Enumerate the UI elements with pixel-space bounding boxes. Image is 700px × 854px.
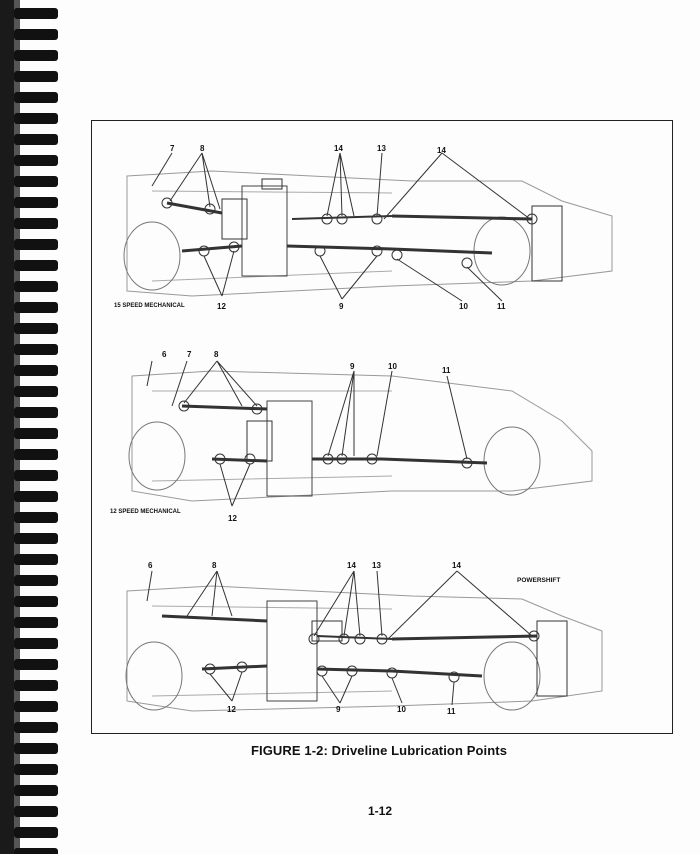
binding-coil: [14, 407, 58, 418]
binding-coil: [14, 701, 58, 712]
binding-coil: [14, 449, 58, 460]
callout-13: 13: [372, 561, 381, 570]
binding-coil: [14, 92, 58, 103]
binding-coil: [14, 323, 58, 334]
figure-frame: [91, 120, 673, 734]
driveline-diagram: [92, 121, 671, 732]
binding-coil: [14, 197, 58, 208]
binding-coil: [14, 596, 58, 607]
binding-coil: [14, 50, 58, 61]
panel-1-label: 15 SPEED MECHANICAL: [114, 303, 185, 309]
callout-10: 10: [459, 302, 468, 311]
binding-coil: [14, 386, 58, 397]
callout-7: 7: [170, 144, 175, 153]
binding-coil: [14, 281, 58, 292]
binding-coil: [14, 344, 58, 355]
callout-8: 8: [214, 350, 219, 359]
binding-coil: [14, 218, 58, 229]
spiral-binding: [0, 0, 70, 854]
callout-12: 12: [228, 514, 237, 523]
binding-coil: [14, 365, 58, 376]
callout-8: 8: [212, 561, 217, 570]
binding-coil: [14, 848, 58, 854]
callout-6: 6: [162, 350, 167, 359]
binding-coil: [14, 575, 58, 586]
binding-coil: [14, 428, 58, 439]
callout-7: 7: [187, 350, 192, 359]
callout-6: 6: [148, 561, 153, 570]
callout-12: 12: [217, 302, 226, 311]
binding-coil: [14, 638, 58, 649]
binding-coil: [14, 764, 58, 775]
binding-coil: [14, 512, 58, 523]
figure-caption: [0, 743, 700, 758]
binding-coil: [14, 785, 58, 796]
binding-coil: [14, 260, 58, 271]
binding-coil: [14, 722, 58, 733]
callout-14: 14: [347, 561, 356, 570]
binding-coil: [14, 29, 58, 40]
binding-coil: [14, 554, 58, 565]
callout-14: 14: [437, 146, 446, 155]
callout-10: 10: [397, 705, 406, 714]
callout-14: 14: [334, 144, 343, 153]
binding-coil: [14, 239, 58, 250]
binding-coil: [14, 680, 58, 691]
callout-9: 9: [336, 705, 341, 714]
callout-14: 14: [452, 561, 461, 570]
callout-8: 8: [200, 144, 205, 153]
panel-15-speed-drawing: [124, 153, 612, 301]
binding-coil: [14, 827, 58, 838]
binding-coil: [14, 659, 58, 670]
page-number-text: 1-12: [367, 804, 393, 818]
callout-9: 9: [350, 362, 355, 371]
figure-caption-text: FIGURE 1-2: Driveline Lubrication Points: [250, 743, 508, 758]
binding-coil: [14, 8, 58, 19]
callout-9: 9: [339, 302, 344, 311]
binding-coil: [14, 155, 58, 166]
binding-coil: [14, 533, 58, 544]
binding-coil: [14, 470, 58, 481]
binding-coil: [14, 491, 58, 502]
binding-coil: [14, 176, 58, 187]
callout-12: 12: [227, 705, 236, 714]
callout-10: 10: [388, 362, 397, 371]
panel-12-speed-drawing: [129, 361, 592, 506]
callout-11: 11: [447, 707, 456, 716]
binding-coil: [14, 113, 58, 124]
page-number: [0, 804, 700, 818]
binding-coil: [14, 617, 58, 628]
callout-11: 11: [442, 366, 451, 375]
callout-13: 13: [377, 144, 386, 153]
panel-3-label: POWERSHIFT: [517, 577, 561, 584]
binding-coil: [14, 71, 58, 82]
callout-11: 11: [497, 302, 506, 311]
panel-powershift-drawing: [126, 571, 602, 711]
panel-2-label: 12 SPEED MECHANICAL: [110, 509, 181, 515]
binding-coil: [14, 302, 58, 313]
binding-coil: [14, 134, 58, 145]
